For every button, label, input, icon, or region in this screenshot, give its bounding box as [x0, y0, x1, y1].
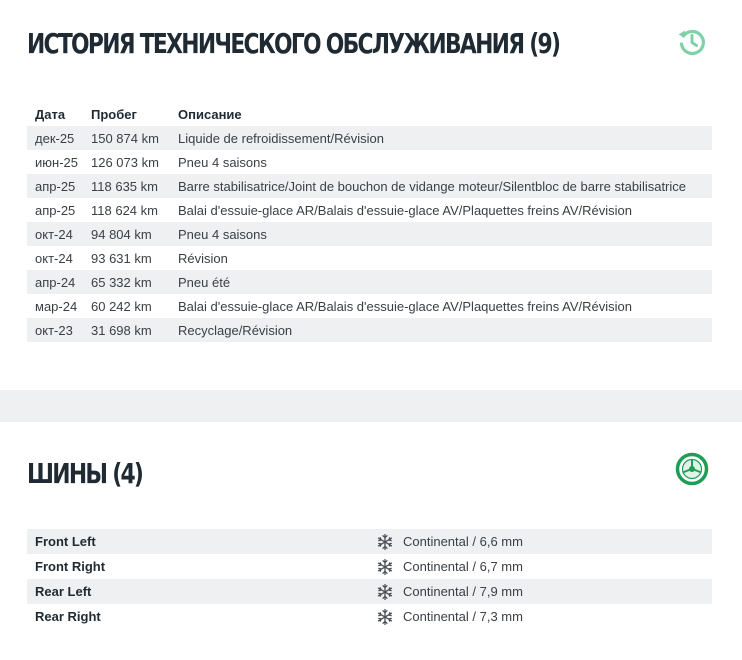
row-date: дек-25 — [35, 130, 75, 146]
table-row — [27, 270, 712, 294]
tires-section — [0, 422, 742, 660]
tire-row — [27, 604, 712, 629]
tire-spec: Continental / 6,7 mm — [403, 559, 523, 574]
row-description: Recyclage/Révision — [178, 322, 293, 338]
row-date: мар-24 — [35, 298, 78, 314]
column-header-description: Описание — [178, 106, 242, 122]
history-icon[interactable] — [675, 25, 709, 59]
row-description: Balai d'essuie-glace AR/Balais d'essuie-glace AV/Plaquettes freins AV/Révision — [178, 202, 632, 218]
tires-table — [27, 529, 712, 629]
tire-position: Front Right — [35, 559, 106, 574]
tire-spec: Continental / 6,6 mm — [403, 534, 523, 549]
tire-spec: Continental / 7,3 mm — [403, 609, 523, 624]
row-mileage: 60 242 km — [91, 298, 152, 314]
row-description: Liquide de refroidissement/Révision — [178, 130, 384, 146]
row-mileage: 93 631 km — [91, 250, 152, 266]
table-row — [27, 174, 712, 198]
row-description: Pneu 4 saisons — [178, 154, 267, 170]
row-date: апр-25 — [35, 178, 76, 194]
row-description: Pneu été — [178, 274, 231, 290]
table-row — [27, 246, 712, 270]
column-header-mileage: Пробег — [91, 106, 137, 122]
row-date: окт-23 — [35, 322, 73, 338]
row-date: апр-24 — [35, 274, 76, 290]
column-header-date: Дата — [35, 106, 66, 122]
row-mileage: 150 874 km — [91, 130, 159, 146]
maintenance-table — [27, 102, 712, 342]
row-mileage: 94 804 km — [91, 226, 152, 242]
tire-row — [27, 579, 712, 604]
row-description: Pneu 4 saisons — [178, 226, 267, 242]
table-row — [27, 318, 712, 342]
row-date: окт-24 — [35, 250, 73, 266]
snowflake-icon — [367, 558, 403, 576]
table-row — [27, 150, 712, 174]
row-mileage: 65 332 km — [91, 274, 152, 290]
table-row — [27, 198, 712, 222]
maintenance-title: ИСТОРИЯ ТЕХНИЧЕСКОГО ОБСЛУЖИВАНИЯ (9) — [27, 27, 560, 60]
section-divider-band — [0, 390, 742, 422]
row-mileage: 31 698 km — [91, 322, 152, 338]
row-date: июн-25 — [35, 154, 78, 170]
tire-row — [27, 554, 712, 579]
row-description: Barre stabilisatrice/Joint de bouchon de vidange moteur/Silentbloc de barre stabilisatrice — [178, 178, 687, 194]
row-mileage: 118 624 km — [91, 202, 158, 218]
row-date: окт-24 — [35, 226, 73, 242]
row-mileage: 126 073 km — [91, 154, 159, 170]
snowflake-icon — [367, 608, 403, 626]
tire-row — [27, 529, 712, 554]
tire-position: Rear Right — [35, 609, 101, 624]
tire-wheel-icon[interactable] — [675, 452, 709, 486]
tire-position: Rear Left — [35, 584, 92, 599]
row-description: Révision — [178, 250, 228, 266]
row-date: апр-25 — [35, 202, 76, 218]
snowflake-icon — [367, 583, 403, 601]
table-row — [27, 126, 712, 150]
row-description: Balai d'essuie-glace AR/Balais d'essuie-glace AV/Plaquettes freins AV/Révision — [178, 298, 632, 314]
tire-spec: Continental / 7,9 mm — [403, 584, 523, 599]
snowflake-icon — [367, 533, 403, 551]
table-row — [27, 294, 712, 318]
maintenance-table-header — [27, 102, 712, 126]
tire-position: Front Left — [35, 534, 96, 549]
table-row — [27, 222, 712, 246]
row-mileage: 118 635 km — [91, 178, 158, 194]
tires-title: ШИНЫ (4) — [27, 457, 143, 490]
